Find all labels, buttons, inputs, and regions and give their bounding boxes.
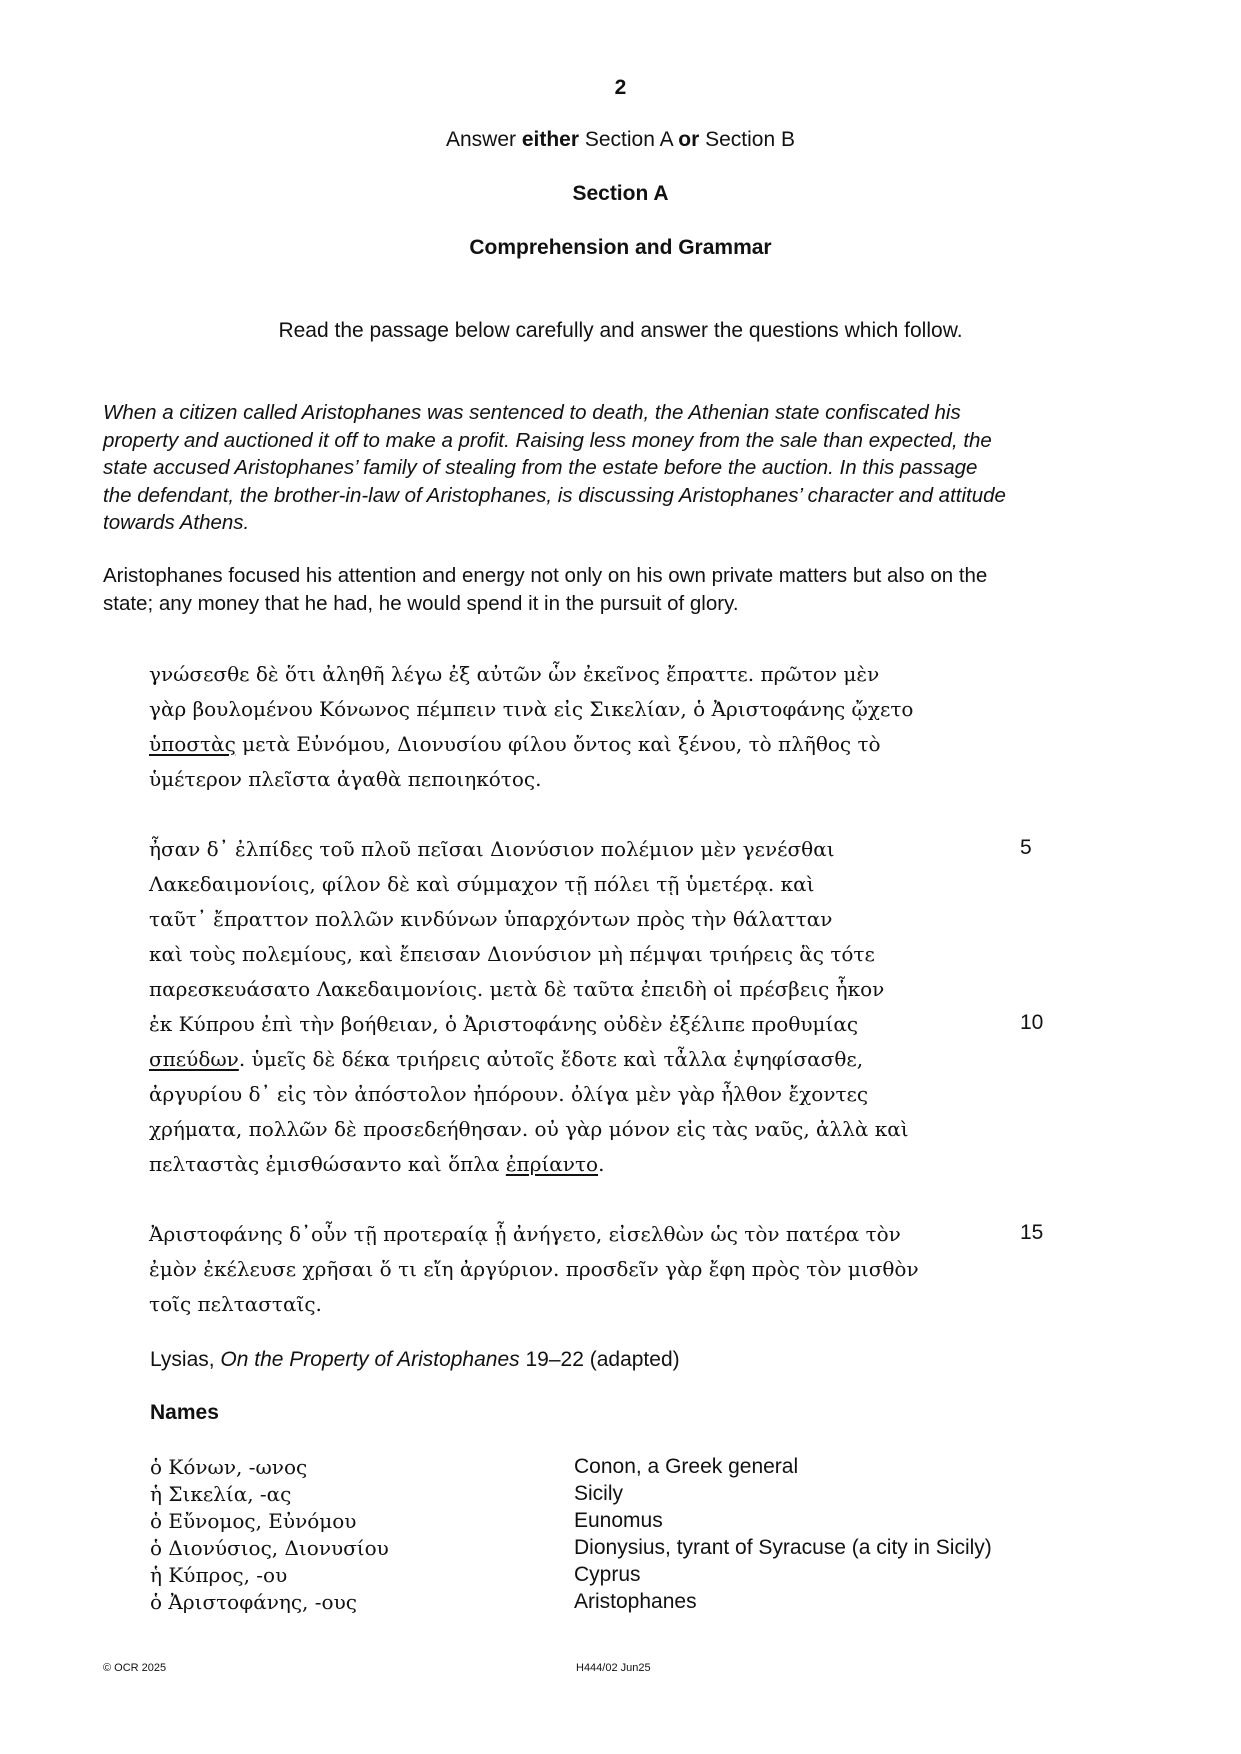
footer-copyright: © OCR 2025	[103, 1662, 167, 1674]
underlined-word: σπεύδων	[149, 1047, 239, 1071]
greek-line-2: γὰρ βουλομένου Κόνωνος πέμπειν τινὰ εἰς Σικελίαν, ὁ Ἀριστοφάνης ᾤχετο	[149, 697, 914, 721]
greek-line-7: ταῦτ᾽ ἔπραττον πολλῶν κινδύνων ὑπαρχόντων πρὸς τὴν θάλατταν	[149, 907, 833, 931]
intro-paragraph: When a citizen called Aristophanes was sentenced to death, the Athenian state confiscated his property and auctioned it off to make a profit. Raising less money from the sale than expected, the state accused Aristophanes’ family of stealing from the estate before the auction. In this passage the defendant, the brother-in-law of Aristophanes, is discussing Aristophanes’ character and attitude towards Athens.	[103, 401, 1006, 534]
greek-line-11: σπεύδων. ὑμεῖς δὲ δέκα τριήρεις αὐτοῖς ἔδοτε καὶ τἆλλα ἐψηφίσασθε,	[149, 1047, 864, 1071]
greek-line-8: καὶ τοὺς πολεμίους, καὶ ἔπεισαν Διονύσιον μὴ πέμψαι τριήρεις ἃς τότε	[149, 942, 875, 966]
name-english: Conon, a Greek general	[574, 1455, 799, 1478]
name-english: Cyprus	[574, 1563, 641, 1586]
name-greek: ὁ Διονύσιος, Διονυσίου	[150, 1536, 389, 1560]
greek-line-1: γνώσεσθε δὲ ὅτι ἀληθῆ λέγω ἐξ αὐτῶν ὧν ἐκεῖνος ἔπραττε. πρῶτον μὲν	[149, 662, 880, 686]
greek-line-9: παρεσκευάσατο Λακεδαιμονίοις. μετὰ δὲ ταῦτα ἐπειδὴ οἱ πρέσβεις ἧκον	[149, 977, 885, 1001]
names-heading: Names	[150, 1401, 219, 1424]
name-greek: ἡ Σικελία, -ας	[150, 1482, 292, 1506]
source-citation: Lysias, On the Property of Aristophanes 19–22 (adapted)	[150, 1348, 680, 1371]
footer-paper-code: H444/02 Jun25	[576, 1662, 651, 1674]
name-greek: ὁ Κόνων, -ωνος	[150, 1455, 308, 1479]
greek-line-10: ἐκ Κύπρου ἐπὶ τὴν βοήθειαν, ὁ Ἀριστοφάνης οὐδὲν ἐξέλιπε προθυμίας	[149, 1012, 859, 1036]
summary-paragraph: Aristophanes focused his attention and energy not only on his own private matters but also on the state; any money that he had, he would spend it in the pursuit of glory.	[103, 564, 988, 615]
underlined-word: ἐπρίαντο	[505, 1152, 599, 1176]
greek-line-6: Λακεδαιμονίοις, φίλον δὲ καὶ σύμμαχον τῇ πόλει τῇ ὑμετέρᾳ. καὶ	[149, 872, 815, 896]
page-number: 2	[614, 76, 627, 99]
name-greek: ὁ Εὔνομος, Εὐνόμου	[150, 1509, 357, 1533]
greek-line-4: ὑμέτερον πλεῖστα ἀγαθὰ πεποιηκότος.	[149, 767, 542, 791]
greek-line-5: ἦσαν δ᾽ ἐλπίδες τοῦ πλοῦ πεῖσαι Διονύσιον πολέμιον μὲν γενέσθαι	[149, 837, 835, 861]
greek-line-14: πελταστὰς ἐμισθώσαντο καὶ ὅπλα ἐπρίαντο.	[149, 1152, 605, 1176]
line-number: 10	[1020, 1011, 1044, 1034]
greek-line-15: Ἀριστοφάνης δ᾽οὖν τῇ προτεραίᾳ ᾗ ἀνήγετο, εἰσελθὼν ὡς τὸν πατέρα τὸν	[149, 1222, 901, 1246]
underlined-word: ὑποστὰς	[149, 732, 236, 756]
name-greek: ὁ Ἀριστοφάνης, -ους	[150, 1590, 357, 1614]
section-title: Section A	[572, 182, 669, 205]
section-instruction: Answer either Section A or Section B	[445, 128, 796, 151]
line-number: 15	[1020, 1221, 1044, 1244]
greek-line-13: χρήματα, πολλῶν δὲ προσεδεήθησαν. οὐ γὰρ μόνον εἰς τὰς ναῦς, ἀλλὰ καὶ	[149, 1117, 909, 1141]
greek-line-12: ἀργυρίου δ᾽ εἰς τὸν ἀπόστολον ἠπόρουν. ὀλίγα μὲν γὰρ ἦλθον ἔχοντες	[149, 1082, 869, 1106]
name-english: Sicily	[574, 1482, 624, 1505]
greek-line-16: ἐμὸν ἐκέλευσε χρῆσαι ὅ τι εἴη ἀργύριον. προσδεῖν γὰρ ἔφη πρὸς τὸν μισθὸν	[149, 1257, 919, 1281]
name-english: Aristophanes	[574, 1590, 697, 1613]
greek-line-3: ὑποστὰς μετὰ Εὐνόμου, Διονυσίου φίλου ὄντος καὶ ξένου, τὸ πλῆθος τὸ	[149, 732, 881, 756]
greek-line-17: τοῖς πελτασταῖς.	[149, 1292, 322, 1316]
name-english: Dionysius, tyrant of Syracuse (a city in Sicily)	[574, 1536, 992, 1559]
name-greek: ἡ Κύπρος, -ου	[150, 1563, 288, 1587]
line-number: 5	[1020, 836, 1032, 859]
read-instruction: Read the passage below carefully and answer the questions which follow.	[278, 319, 963, 342]
section-subtitle: Comprehension and Grammar	[469, 236, 772, 259]
name-english: Eunomus	[574, 1509, 663, 1532]
